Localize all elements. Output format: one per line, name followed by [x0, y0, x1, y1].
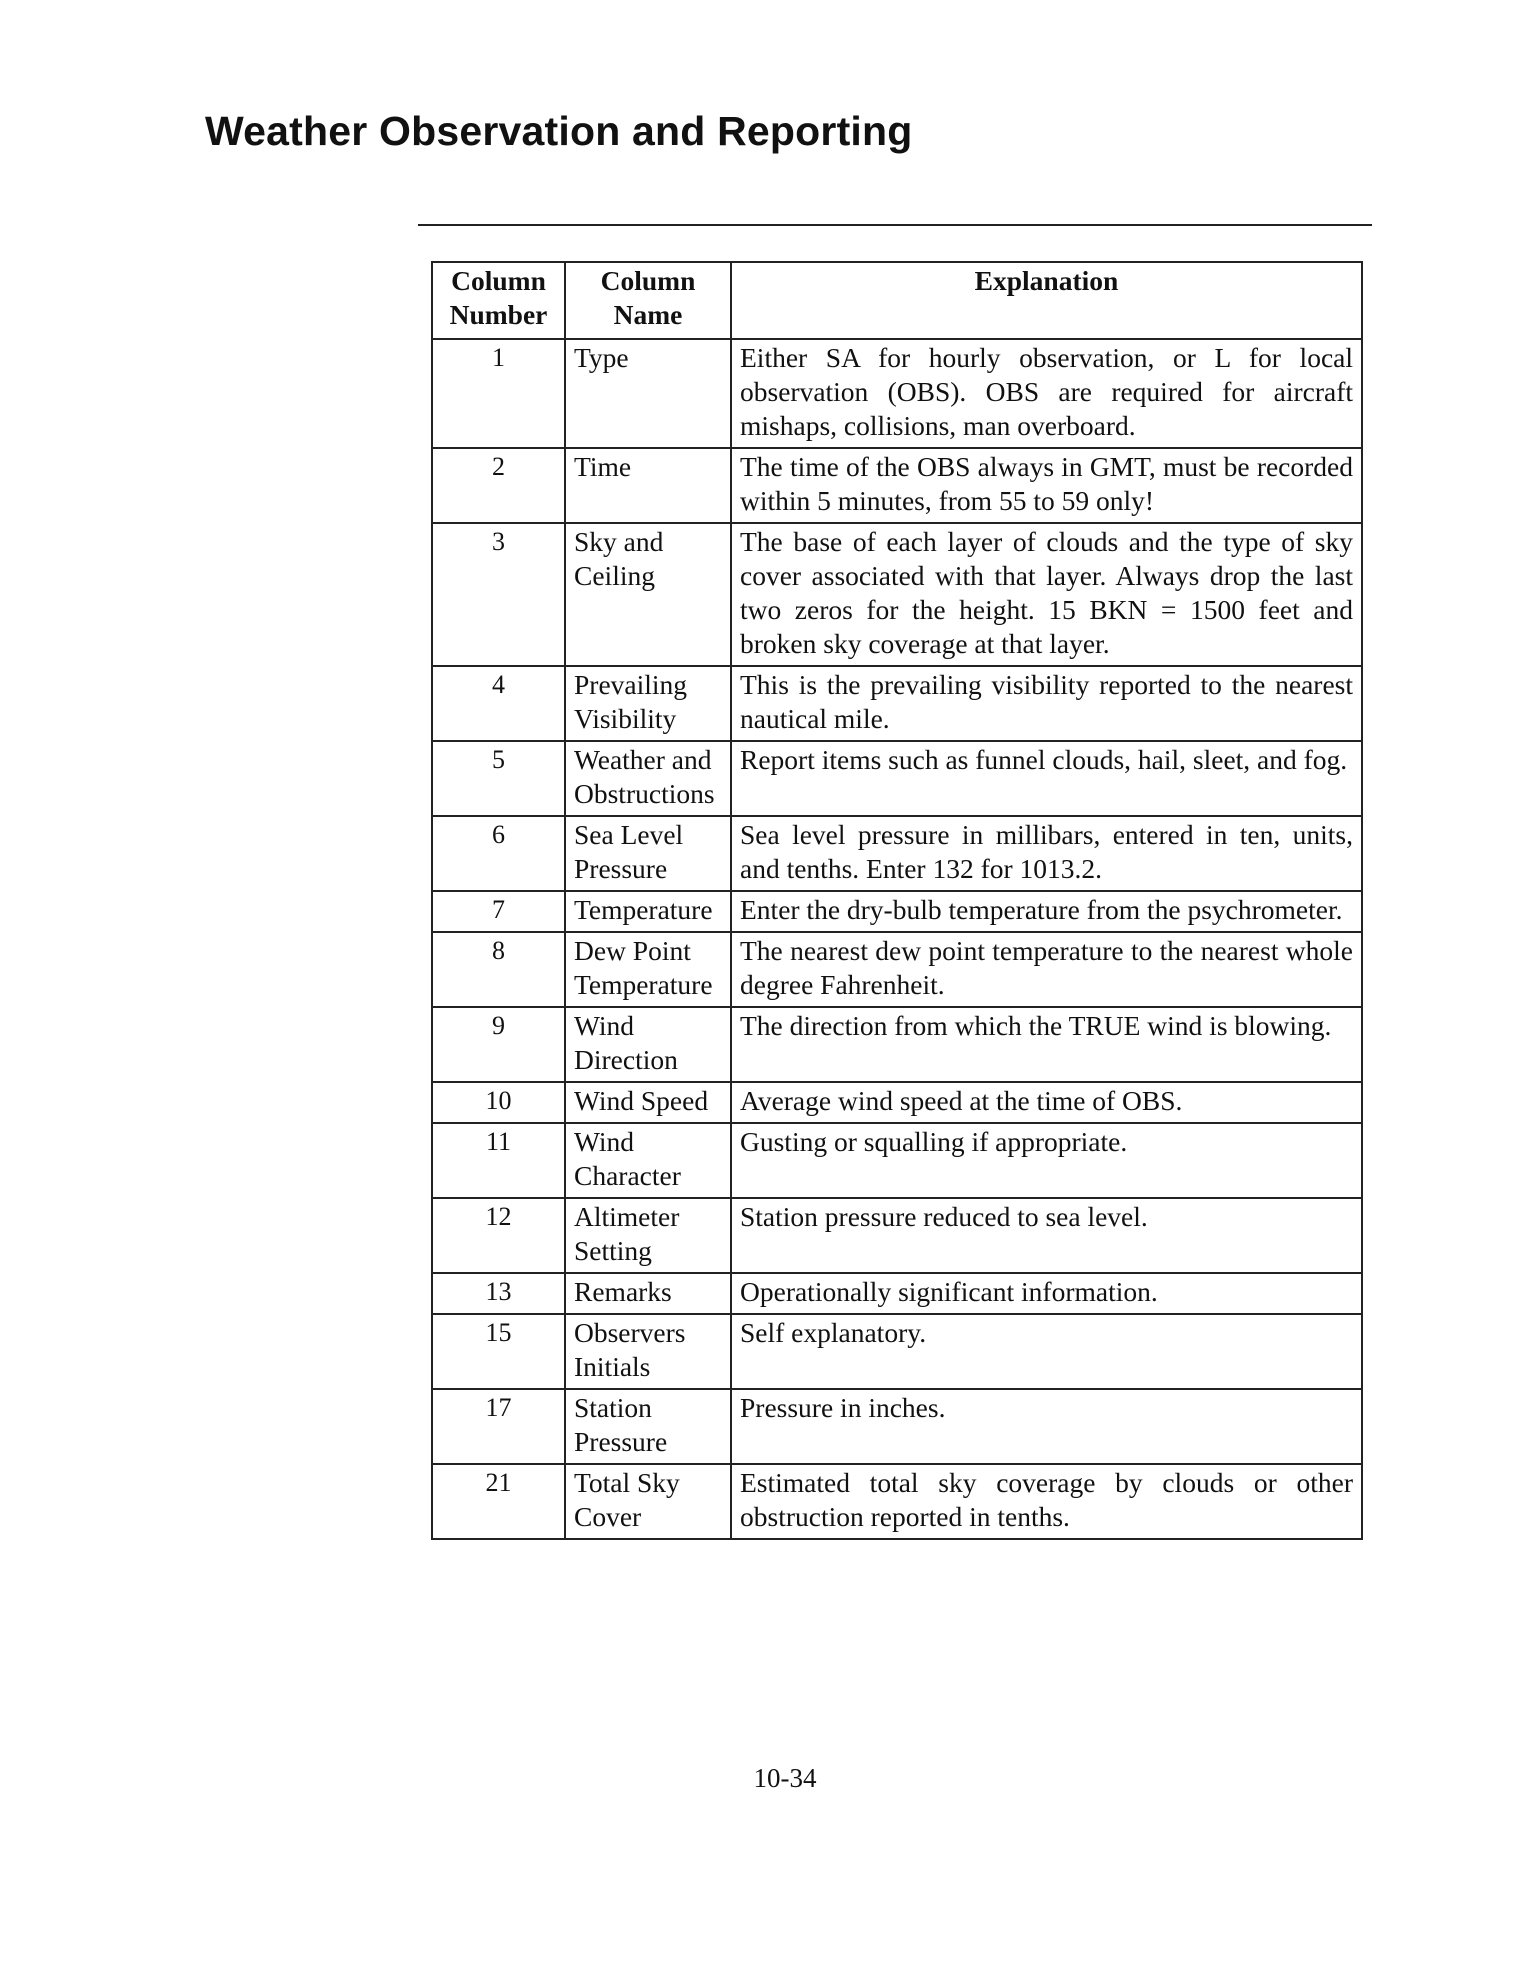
page-number: 10-34 [753, 1763, 817, 1793]
column-number-cell: 4 [432, 666, 565, 741]
column-number-cell: 15 [432, 1314, 565, 1389]
column-name-cell: Prevailing Visibility [565, 666, 731, 741]
column-name-cell: Altimeter Setting [565, 1198, 731, 1273]
column-name-cell: Observers Initials [565, 1314, 731, 1389]
explanation-cell: The nearest dew point temperature to the nearest whole degree Fahrenheit. [731, 932, 1362, 1007]
column-number-cell: 7 [432, 891, 565, 932]
header-column-number: Column Number [432, 262, 565, 339]
table-row [432, 1273, 1362, 1314]
observation-columns-table [431, 261, 1363, 1540]
table-row [432, 666, 1362, 741]
header-explanation: Explanation [731, 262, 1362, 339]
table-row [432, 1123, 1362, 1198]
table-row [432, 448, 1362, 523]
explanation-cell: Average wind speed at the time of OBS. [731, 1082, 1362, 1123]
column-number-cell: 8 [432, 932, 565, 1007]
explanation-cell: Sea level pressure in millibars, entered in ten, units, and tenths. Enter 132 for 1013.2. [731, 816, 1362, 891]
column-number-cell: 1 [432, 339, 565, 448]
table-row [432, 1198, 1362, 1273]
table-row [432, 816, 1362, 891]
column-number-cell: 10 [432, 1082, 565, 1123]
table-row [432, 1314, 1362, 1389]
explanation-cell: Pressure in inches. [731, 1389, 1362, 1464]
column-name-cell: Remarks [565, 1273, 731, 1314]
column-number-cell: 11 [432, 1123, 565, 1198]
column-number-cell: 17 [432, 1389, 565, 1464]
table-row [432, 523, 1362, 666]
explanation-cell: This is the prevailing visibility reported to the nearest nautical mile. [731, 666, 1362, 741]
column-name-cell: Station Pressure [565, 1389, 731, 1464]
column-number-cell: 13 [432, 1273, 565, 1314]
column-name-cell: Type [565, 339, 731, 448]
column-number-cell: 9 [432, 1007, 565, 1082]
explanation-cell: Station pressure reduced to sea level. [731, 1198, 1362, 1273]
column-number-cell: 12 [432, 1198, 565, 1273]
table-row [432, 1007, 1362, 1082]
column-name-cell: Wind Character [565, 1123, 731, 1198]
column-number-cell: 2 [432, 448, 565, 523]
explanation-cell: Report items such as funnel clouds, hail, sleet, and fog. [731, 741, 1362, 816]
table-row [432, 741, 1362, 816]
explanation-cell: Self explanatory. [731, 1314, 1362, 1389]
explanation-cell: The base of each layer of clouds and the type of sky cover associated with that layer. Always drop the last two zeros for the height. 15 BKN = 1500 feet and broken sky coverage at that layer. [731, 523, 1362, 666]
explanation-cell: Gusting or squalling if appropriate. [731, 1123, 1362, 1198]
column-number-cell: 5 [432, 741, 565, 816]
table-row [432, 1082, 1362, 1123]
column-number-cell: 3 [432, 523, 565, 666]
column-name-cell: Dew Point Temperature [565, 932, 731, 1007]
table-row [432, 339, 1362, 448]
table-row [432, 891, 1362, 932]
column-name-cell: Sea Level Pressure [565, 816, 731, 891]
explanation-cell: The time of the OBS always in GMT, must be recorded within 5 minutes, from 55 to 59 only! [731, 448, 1362, 523]
column-name-cell: Wind Direction [565, 1007, 731, 1082]
explanation-cell: The direction from which the TRUE wind is blowing. [731, 1007, 1362, 1082]
column-name-cell: Weather and Obstructions [565, 741, 731, 816]
explanation-cell: Enter the dry-bulb temperature from the psychrometer. [731, 891, 1362, 932]
column-name-cell: Wind Speed [565, 1082, 731, 1123]
column-name-cell: Sky and Ceiling [565, 523, 731, 666]
explanation-cell: Either SA for hourly observation, or L for local observation (OBS). OBS are required for aircraft mishaps, collisions, man overboard. [731, 339, 1362, 448]
header-column-name: Column Name [565, 262, 731, 339]
explanation-cell: Operationally significant information. [731, 1273, 1362, 1314]
column-number-cell: 6 [432, 816, 565, 891]
title-divider [418, 224, 1372, 226]
explanation-cell: Estimated total sky coverage by clouds or other obstruction reported in tenths. [731, 1464, 1362, 1539]
column-name-cell: Total Sky Cover [565, 1464, 731, 1539]
table-header-row [432, 262, 1362, 339]
column-name-cell: Temperature [565, 891, 731, 932]
table-row [432, 932, 1362, 1007]
column-number-cell: 21 [432, 1464, 565, 1539]
page-title: Weather Observation and Reporting [205, 108, 913, 154]
table-row [432, 1389, 1362, 1464]
column-name-cell: Time [565, 448, 731, 523]
table-row [432, 1464, 1362, 1539]
